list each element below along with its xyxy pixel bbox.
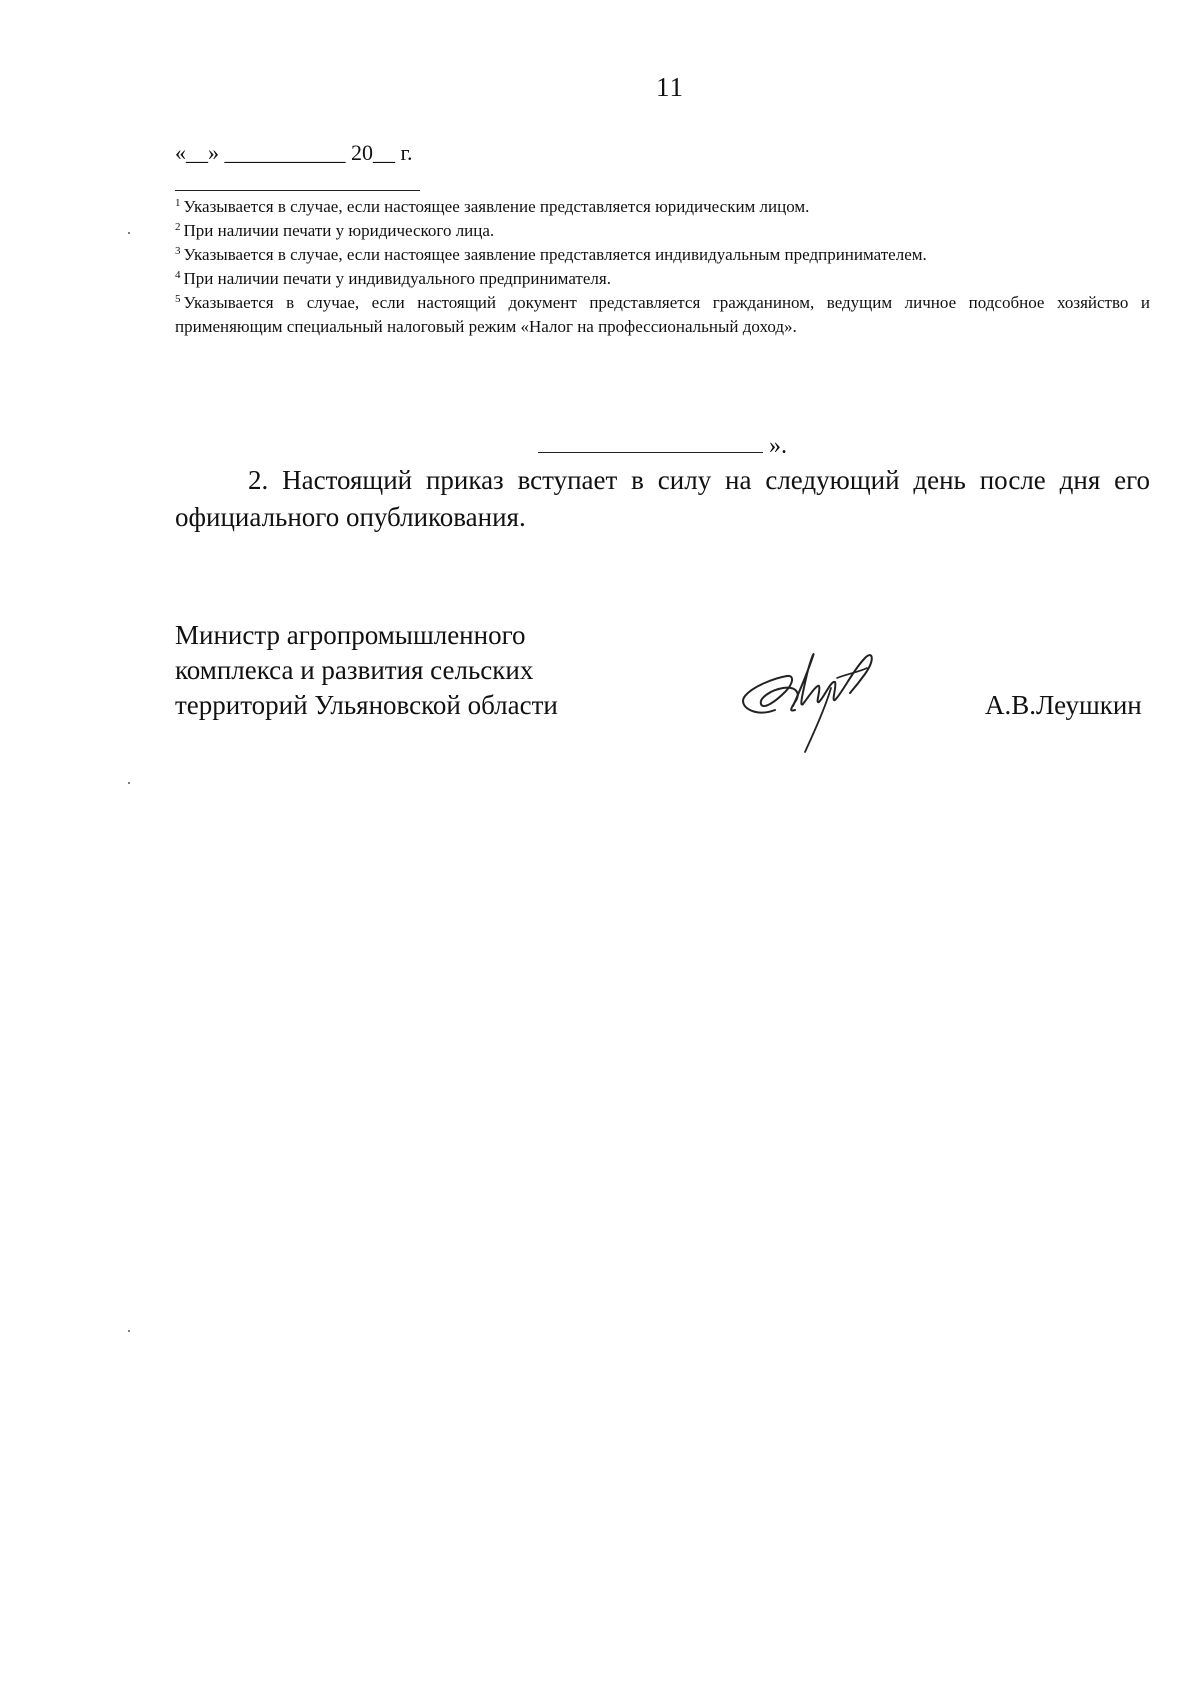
- effective-date-paragraph: 2. Настоящий приказ вступает в силу на следующий день после дня его официального опубликования.: [175, 465, 1150, 532]
- footnote-text: Указывается в случае, если настоящее заявление представляется индивидуальным предпринимателем.: [183, 245, 927, 264]
- page-number: 11: [656, 72, 684, 102]
- footnote-text: Указывается в случае, если настоящее заявление представляется юридическим лицом.: [183, 197, 810, 216]
- footnote-5: [175, 291, 1150, 339]
- scan-speck: [128, 782, 130, 784]
- signer-name: А.В.Леушкин: [985, 690, 1142, 720]
- scan-speck: [128, 232, 130, 234]
- footnote-mark: 5: [175, 293, 181, 305]
- footnote-4: [175, 267, 1150, 291]
- signatory-title-line: Министр агропромышленного: [175, 620, 526, 650]
- footnote-separator: [175, 190, 420, 191]
- footnotes: [175, 195, 1150, 339]
- footnote-text: При наличии печати у юридического лица.: [183, 221, 495, 240]
- footnote-mark: 4: [175, 269, 181, 281]
- blank-underline: [538, 432, 763, 453]
- footnote-text: При наличии печати у индивидуального предпринимателя.: [183, 269, 611, 288]
- footnote-text: Указывается в случае, если настоящий документ представляется гражданином, ведущим личное подсобное хозяйство и применяющим специальный налоговый режим «Налог на профессиональный доход».: [175, 293, 1150, 336]
- scan-speck: [128, 1330, 130, 1332]
- footnote-mark: 3: [175, 245, 181, 257]
- footnote-2: [175, 219, 1150, 243]
- handwritten-signature: [735, 648, 910, 758]
- closing-blank-line: [538, 432, 787, 460]
- signatory-title-line: территорий Ульяновской области: [175, 690, 558, 720]
- footnote-1: [175, 195, 1150, 219]
- footnote-3: [175, 243, 1150, 267]
- signatory-title-line: комплекса и развития сельских: [175, 655, 534, 685]
- footnote-mark: 2: [175, 221, 181, 233]
- closing-quote: ».: [769, 433, 787, 459]
- signatory-title: [175, 618, 558, 723]
- date-line: «__» ___________ 20__ г.: [175, 140, 413, 165]
- footnote-mark: 1: [175, 197, 181, 209]
